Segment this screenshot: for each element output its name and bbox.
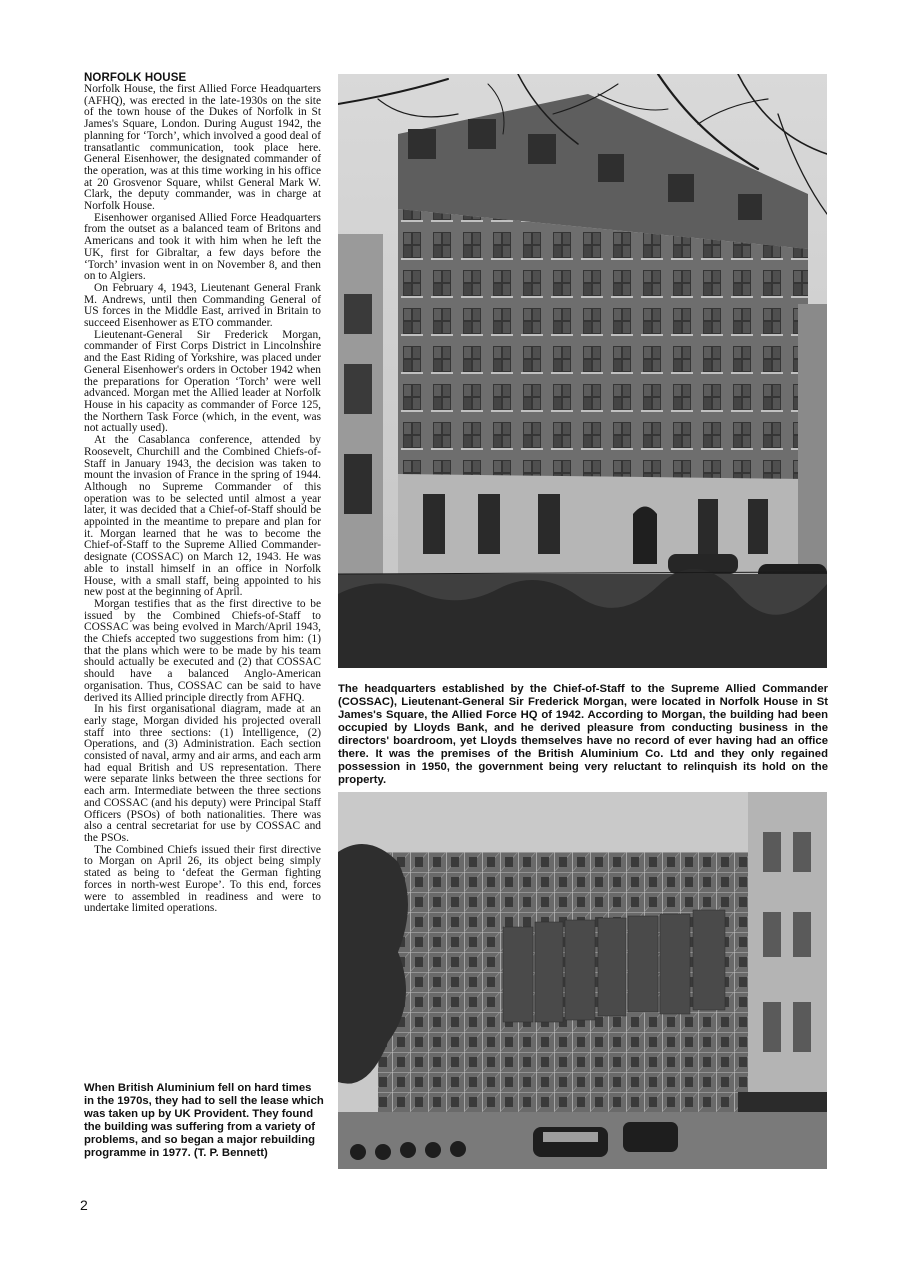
article-column — [84, 72, 321, 915]
bottom-photo-caption: When British Aluminium fell on hard times in the 1970s, they had to sell the lease which was taken up by UK Provident. They found the building was suffering from a variety of problems, and so began a major rebuilding programme in 1977. (T. P. Bennett) — [84, 1082, 324, 1159]
article-paragraph-2: Eisenhower organised Allied Force Headquarters from the outset as a balanced team of Britons and Americans and took it with him when he left the UK, first for Gibraltar, a few days before the ‘Torch’ invasion went in on November 8, and then on to Algiers. — [84, 211, 321, 283]
rebuilding-photo — [338, 792, 827, 1169]
article-body — [84, 84, 321, 915]
article-paragraph-8: The Combined Chiefs issued their first directive to Morgan on April 26, its object being simply stated as being to ‘defeat the German fighting forces in north-west Europe’. To this end, forces were to assembled in readiness and were to undertake limited operations. — [84, 843, 321, 915]
page-number: 2 — [80, 1197, 88, 1213]
article-paragraph-5: At the Casablanca conference, attended by Roosevelt, Churchill and the Combined Chiefs-of-Staff in January 1943, the decision was taken to mount the invasion of France in the spring of 1944. Although no Supreme Commander of this operation was to be selected until almost a year later, it was decided that a Chief-of-Staff should be appointed in the meantime to prepare and plan for it. Morgan learned that he was to become the Chief-of-Staff to the Supreme Allied Commander-designate (COSSAC) on March 12, 1943. He was able to install himself in an office in Norfolk House, with a small staff, being appointed to his new post at the beginning of April. — [84, 434, 321, 599]
article-paragraph-3: On February 4, 1943, Lieutenant General Frank M. Andrews, until then Commanding General of US forces in the Middle East, arrived in Britain to succeed Eisenhower as ETO commander. — [84, 281, 321, 330]
top-photo-caption: The headquarters established by the Chief-of-Staff to the Supreme Allied Commander (COSSAC), Lieutenant-General Sir Frederick Morgan, were located in Norfolk House in St James's Square, the Allied Force HQ of 1942. According to Morgan, the building had been occupied by Lloyds Bank, and he derived pleasure from conducting business in the directors' boardroom, yet Lloyds themselves have no record of ever having had an office there. It was the premises of the British Aluminium Co. Ltd and they only regained possession in 1950, the government being very reluctant to relinquish its hold on the property. — [338, 683, 828, 786]
norfolk-house-illustration — [338, 74, 827, 668]
rebuilding-illustration — [338, 792, 827, 1169]
article-heading: NORFOLK HOUSE — [84, 72, 187, 84]
article-paragraph-6: Morgan testifies that as the first directive to be issued by the Combined Chiefs-of-Staff to COSSAC was being evolved in March/April 1943, the Chiefs accepted two suggestions from him: (1) that the plans which were to be made by his team should actually be executed and (2) that COSSAC should have a balanced Anglo-American organisation. Thus, COSSAC can be said to have derived its Allied principle directly from AFHQ. — [84, 597, 321, 704]
article-paragraph-7: In his first organisational diagram, made at an early stage, Morgan divided his projected overall staff into three sections: (1) Intelligence, (2) Operations, and (3) Administration. Each section consisted of naval, army and air arms, and each arm had equal British and US representation. There were separate links between the three sections for each arm. Intermediate between the three sections and COSSAC (and his deputy) were Principal Staff Officers (PSOs) of both nationalities. There was also a central secretariat for use by COSSAC and the PSOs. — [84, 703, 321, 844]
article-paragraph-4: Lieutenant-General Sir Frederick Morgan, commander of First Corps District in Lincolnshire and the East Riding of Yorkshire, was placed under General Eisenhower's orders in October 1942 when the preparations for Operation ‘Torch’ were well advanced. Morgan met the Allied leader at Norfolk House in his capacity as commander of Force 125, the Northern Task Force (which, in the event, was not actually used). — [84, 328, 321, 435]
norfolk-house-photo — [338, 74, 827, 668]
article-paragraph-1: Norfolk House, the first Allied Force Headquarters (AFHQ), was erected in the late-1930s on the site of the town house of the Dukes of Norfolk in St James's Square, London. During August 1942, the planning for ‘Torch’, which involved a good deal of transatlantic communication, took place here. General Eisenhower, the designated commander of the operation, was at this time working in his office at 20 Grosvenor Square, whilst General Mark W. Clark, the deputy commander, was in charge at Norfolk House. — [84, 83, 321, 213]
